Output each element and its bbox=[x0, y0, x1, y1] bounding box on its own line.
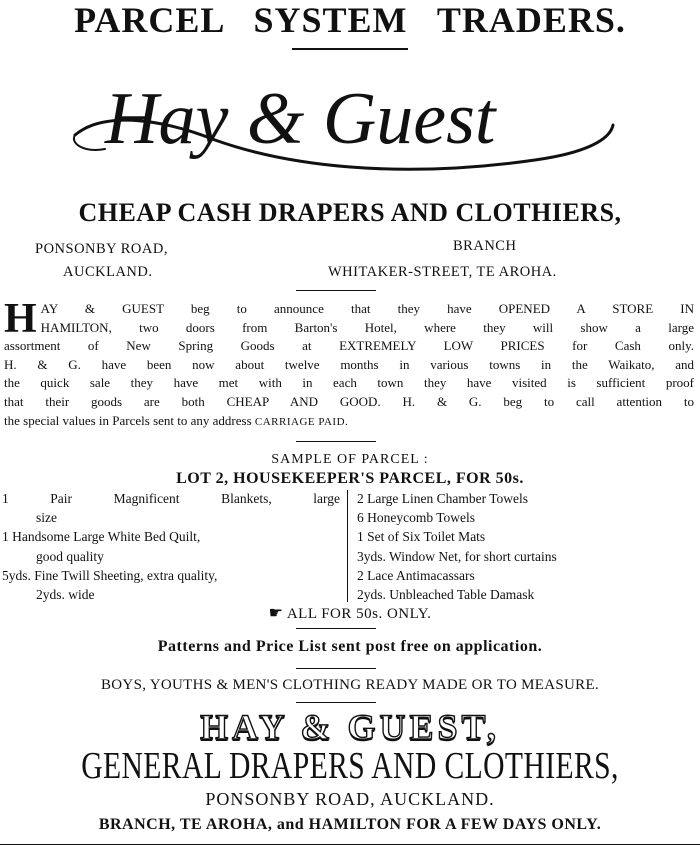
all-for-text: ALL FOR 50s. ONLY. bbox=[286, 606, 432, 622]
parcel-left-column bbox=[2, 489, 340, 604]
svg-text:Hay & Guest: Hay & Guest bbox=[105, 78, 496, 160]
list-item: 6 Honeycomb Towels bbox=[357, 510, 476, 526]
list-item: 1 Set of Six Toilet Mats bbox=[357, 529, 486, 545]
all-for-line bbox=[0, 603, 700, 623]
ponsonby-address: PONSONBY ROAD, AUCKLAND. bbox=[205, 789, 495, 809]
divider bbox=[296, 668, 376, 669]
carriage-paid: CARRIAGE PAID. bbox=[254, 415, 349, 428]
hay-guest-logo bbox=[65, 65, 625, 195]
general-drapers: GENERAL DRAPERS AND CLOTHIERS, bbox=[81, 745, 619, 787]
divider bbox=[292, 48, 408, 50]
list-item-cont: good quality bbox=[36, 548, 104, 564]
patterns-note: Patterns and Price List sent post free on application. bbox=[157, 638, 543, 655]
announcement bbox=[4, 296, 694, 431]
divider bbox=[0, 844, 700, 845]
list-item: 2 Large Linen Chamber Towels bbox=[357, 491, 529, 506]
announcement-line bbox=[4, 412, 694, 432]
divider bbox=[296, 702, 376, 703]
announcement-line: HAMILTON, two doors from Barton's Hotel, where they will show a large bbox=[40, 319, 694, 335]
list-item: 2yds. Unbleached Table Damask bbox=[357, 587, 535, 603]
headline: PARCEL SYSTEM TRADERS. bbox=[74, 0, 626, 40]
boys-clothing: BOYS, YOUTHS & MEN'S CLOTHING READY MADE OR TO MEASURE. bbox=[101, 677, 599, 693]
announcement-line: assortment of New Spring Goods at EXTREMELY LOW PRICES for Cash only. bbox=[4, 338, 694, 354]
sample-heading: SAMPLE OF PARCEL : bbox=[271, 452, 429, 467]
address-right-line2: WHITAKER-STREET, TE AROHA. bbox=[328, 264, 557, 280]
store-name: HAY & GUEST, bbox=[200, 707, 500, 747]
divider bbox=[296, 290, 376, 291]
list-item: 1 Pair Magnificent Blankets, large bbox=[2, 491, 340, 506]
parcel-right-column bbox=[357, 489, 677, 604]
pointing-hand-icon: ☛ bbox=[268, 605, 284, 622]
announcement-line7-text: the special values in Parcels sent to any address bbox=[4, 412, 252, 428]
list-item: 2 Lace Antimacassars bbox=[357, 567, 475, 583]
drop-cap: H bbox=[4, 296, 37, 342]
address-right-line1: BRANCH bbox=[453, 238, 517, 254]
announcement-line: that their goods are both CHEAP AND GOOD. H. & G. beg to call attention to bbox=[4, 393, 694, 409]
list-item-cont: size bbox=[36, 510, 57, 526]
announcement-line: the quick sale they have met with in each town they have visited is sufficient proof bbox=[4, 375, 694, 391]
branch-note: BRANCH, TE AROHA, and HAMILTON FOR A FEW DAYS ONLY. bbox=[98, 816, 602, 833]
address-left-line2: AUCKLAND. bbox=[63, 264, 153, 280]
list-item: 3yds. Window Net, for short curtains bbox=[357, 548, 557, 564]
divider bbox=[296, 441, 376, 442]
list-item: 5yds. Fine Twill Sheeting, extra quality, bbox=[2, 567, 218, 583]
lot-heading: LOT 2, HOUSEKEEPER'S PARCEL, FOR 50s. bbox=[176, 470, 524, 487]
column-divider bbox=[347, 490, 348, 602]
list-item-cont: 2yds. wide bbox=[36, 587, 95, 603]
list-item: 1 Handsome Large White Bed Quilt, bbox=[2, 529, 201, 545]
announcement-line: AY & GUEST beg to announce that they have OPENED A STORE IN bbox=[40, 301, 694, 316]
divider bbox=[296, 628, 376, 629]
announcement-line: H. & G. have been now about twelve months in various towns in the Waikato, and bbox=[4, 356, 694, 372]
subtitle: CHEAP CASH DRAPERS AND CLOTHIERS, bbox=[78, 198, 622, 227]
address-left-line1: PONSONBY ROAD, bbox=[35, 241, 168, 257]
